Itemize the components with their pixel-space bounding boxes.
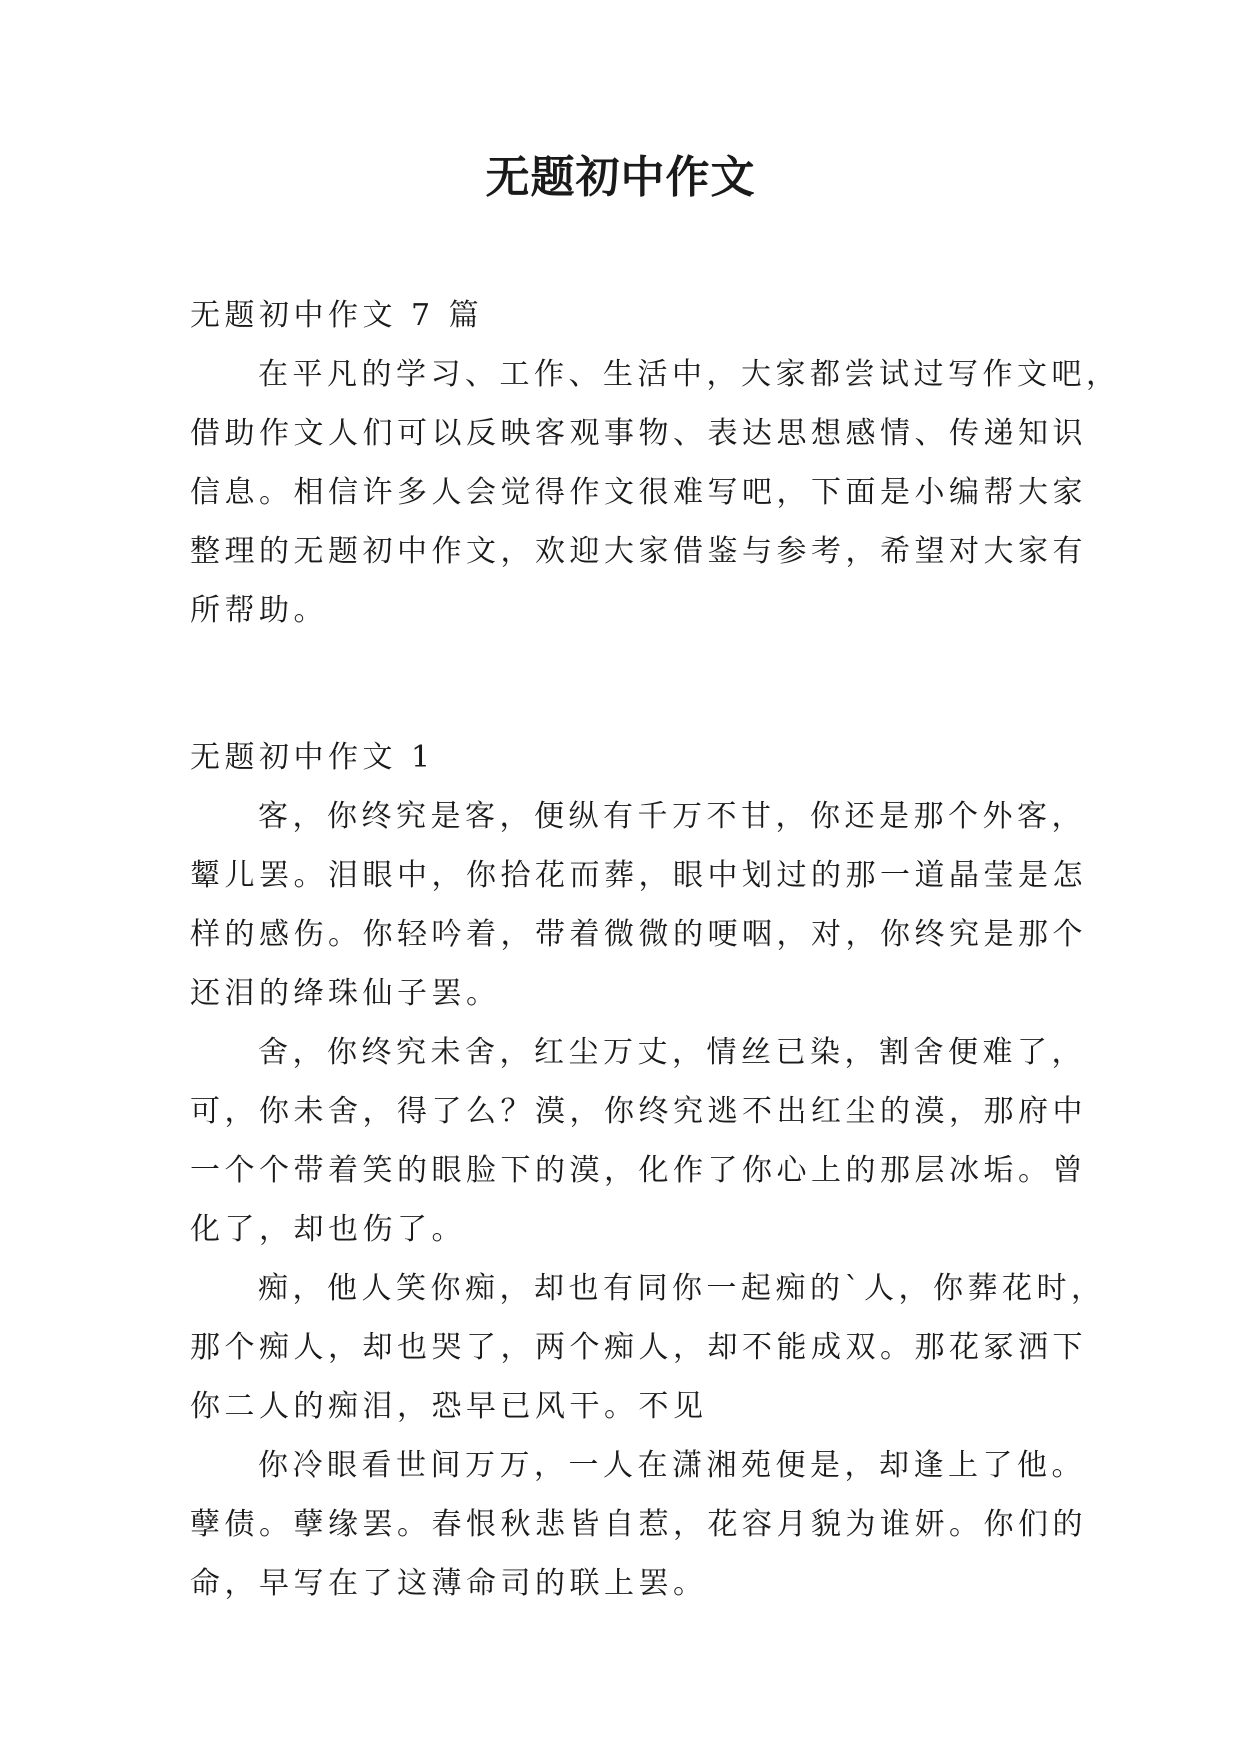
text-line: 命，早写在了这薄命司的联上罢。	[190, 1566, 708, 1601]
essay-paragraph	[190, 1436, 1087, 1613]
text-line: 整理的无题初中作文，欢迎大家借鉴与参考，希望对大家有	[190, 534, 1087, 569]
text-line: 那个痴人，却也哭了，两个痴人，却不能成双。那花冢洒下	[190, 1330, 1087, 1365]
text-line: 还泪的绛珠仙子罢。	[190, 976, 501, 1011]
text-line: 你二人的痴泪，恐早已风干。不见	[190, 1389, 708, 1424]
section-gap	[190, 640, 1056, 728]
text-line: 孽债。孽缘罢。春恨秋悲皆自惹，花容月貌为谁妍。你们的	[190, 1507, 1087, 1542]
text-line: 可，你未舍，得了么？漠，你终究逃不出红尘的漠，那府中	[190, 1094, 1087, 1129]
text-line: 颦儿罢。泪眼中，你拾花而葬，眼中划过的那一道晶莹是怎	[190, 858, 1087, 893]
essay-heading: 无题初中作文 1	[190, 740, 435, 775]
text-line: 客，你终究是客，便纵有千万不甘，你还是那个外客，	[258, 799, 1086, 834]
intro-paragraph	[190, 345, 1121, 640]
text-line: 痴，他人笑你痴，却也有同你一起痴的`人，你葬花时，	[258, 1271, 1106, 1306]
text-line: 你冷眼看世间万万，一人在潇湘苑便是，却逢上了他。	[258, 1448, 1086, 1483]
text-line: 舍，你终究未舍，红尘万丈，情丝已染，割舍便难了，	[258, 1035, 1086, 1070]
text-line: 所帮助。	[190, 593, 328, 628]
intro-heading: 无题初中作文 7 篇	[190, 298, 484, 333]
document-body	[190, 286, 1121, 1613]
text-line: 化了，却也伤了。	[190, 1212, 466, 1247]
essay-paragraph	[190, 1259, 1106, 1436]
text-line: 信息。相信许多人会觉得作文很难写吧，下面是小编帮大家	[190, 475, 1087, 510]
essay-paragraph	[190, 787, 1087, 1023]
text-line: 样的感伤。你轻吟着，带着微微的哽咽，对，你终究是那个	[190, 917, 1087, 952]
text-line: 在平凡的学习、工作、生活中，大家都尝试过写作文吧，	[258, 357, 1121, 392]
document-title: 无题初中作文	[485, 152, 756, 203]
essay-paragraph	[190, 1023, 1087, 1259]
text-line: 一个个带着笑的眼脸下的漠，化作了你心上的那层冰垢。曾	[190, 1153, 1087, 1188]
text-line: 借助作文人们可以反映客观事物、表达思想感情、传递知识	[190, 416, 1087, 451]
